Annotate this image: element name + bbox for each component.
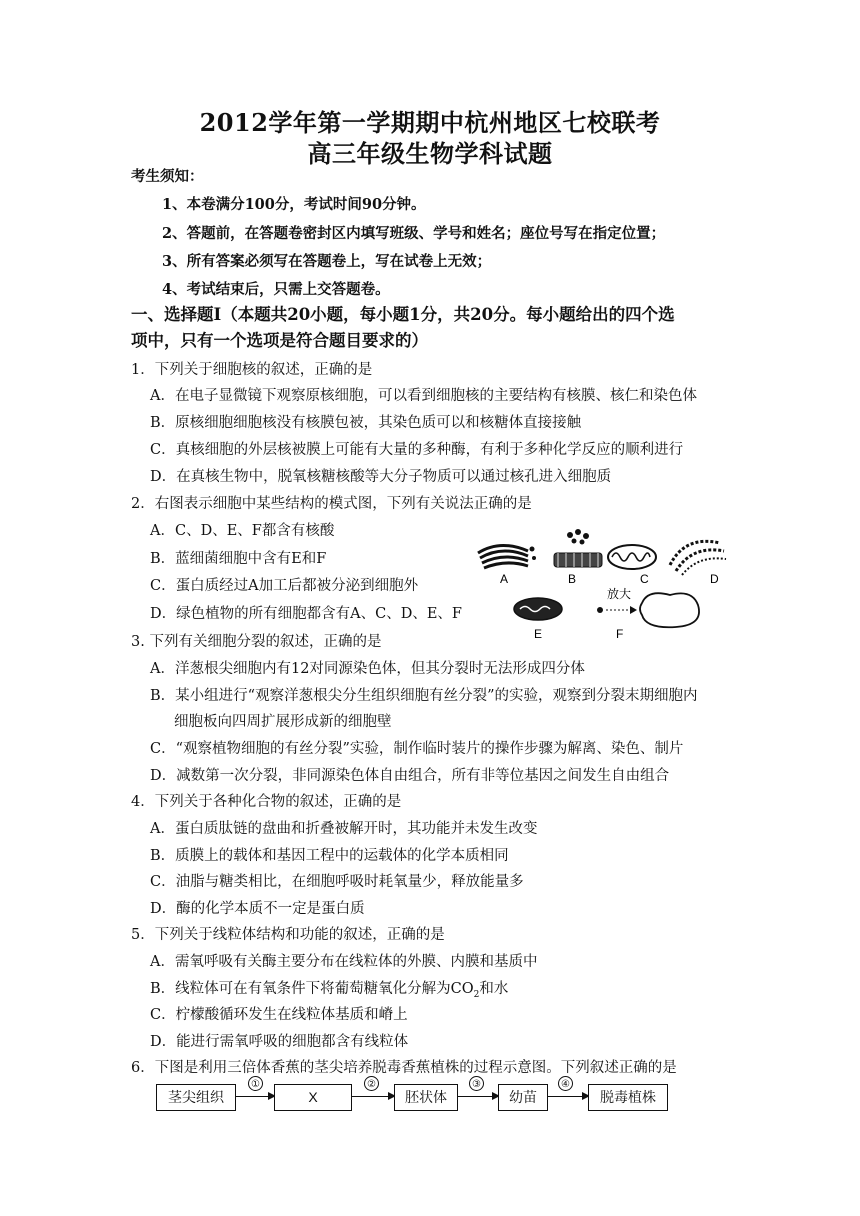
question-option: C．“观察植物细胞的有丝分裂”实验，制作临时装片的操作步骤为解离、染色、制片 [150,741,684,757]
endoplasmic-reticulum-icon [670,541,726,575]
question-option: D．在真核生物中，脱氧核糖核酸等大分子物质可以通过核孔进入细胞质 [150,469,612,485]
question-option: D．绿色植物的所有细胞都含有A、C、D、E、F [150,606,462,622]
flow-arrow [352,1096,394,1097]
figure-label: C [640,572,649,586]
page-title: 2012学年第一学期期中杭州地区七校联考 [199,108,661,137]
question-option: C．油脂与糖类相比，在细胞呼吸时耗氧量少，释放能量多 [150,874,524,890]
figure-label: F [616,627,624,641]
question-option: A．C、D、E、F都含有核酸 [150,523,335,539]
question-option: B．线粒体可在有氧条件下将葡萄糖氧化分解为$CO_2$和水 [150,981,509,1000]
golgi-icon [478,545,536,568]
question-stem: 2．右图表示细胞中某些结构的模式图，下列有关说法正确的是 [131,496,532,512]
question-option: C．蛋白质经过A加工后都被分泌到细胞外 [150,578,419,594]
question-stem: 3. 下列有关细胞分裂的叙述，正确的是 [131,634,382,650]
notice-item: 1、本卷满分100分，考试时间90分钟。 [162,196,426,213]
ribosome-icon [554,529,602,567]
question-option: A．洋葱根尖细胞内有12对同源染色体，但其分裂时无法形成四分体 [150,661,585,677]
flow-step: ① [248,1076,263,1091]
question-option: A．在电子显微镜下观察原核细胞，可以看到细胞核的主要结构有核膜、核仁和染色体 [150,388,697,404]
flow-box: 胚状体 [394,1084,458,1111]
zoom-label: 放大 [607,587,632,601]
flow-arrow [548,1096,588,1097]
flow-arrow [236,1096,274,1097]
question-stem: 5．下列关于线粒体结构和功能的叙述，正确的是 [131,927,445,943]
flow-box: X [274,1084,352,1111]
flow-step: ④ [558,1076,573,1091]
flow-box: 茎尖组织 [156,1084,236,1111]
flow-step: ② [364,1076,379,1091]
mitochondrion-icon [608,545,656,569]
question-option: B．蓝细菌细胞中含有E和F [150,551,327,567]
figure-label: A [500,572,509,586]
question-option-cont: 细胞板向四周扩展形成新的细胞壁 [174,714,392,730]
question-option: A．需氧呼吸有关酶主要分布在线粒体的外膜、内膜和基质中 [150,954,538,970]
figure-label: E [534,627,543,641]
flow-arrow [458,1096,498,1097]
question-option: B．某小组进行“观察洋葱根尖分生组织细胞有丝分裂”的实验，观察到分裂末期细胞内 [150,688,698,704]
section-heading-cont: 项中，只有一个选项是符合题目要求的） [131,331,428,350]
notice-item: 2、答题前，在答题卷密封区内填写班级、学号和姓名；座位号写在指定位置； [162,225,666,242]
question-option: B．质膜上的载体和基因工程中的运载体的化学本质相同 [150,848,509,864]
question-stem: 6．下图是利用三倍体香蕉的茎尖培养脱毒香蕉植株的过程示意图。下列叙述正确的是 [131,1060,677,1076]
figure-label: D [710,572,719,586]
page-subtitle: 高三年级生物学科试题 [307,139,553,168]
flow-box: 脱毒植株 [588,1084,668,1111]
question-option: C．柠檬酸循环发生在线粒体基质和嵴上 [150,1007,408,1023]
question-option: C．真核细胞的外层核被膜上可能有大量的多种酶，有利于多种化学反应的顺利进行 [150,442,684,458]
notice-heading: 考生须知： [131,168,204,185]
figure-label: B [568,572,577,586]
question-stem: 4．下列关于各种化合物的叙述，正确的是 [131,794,402,810]
notice-item: 4、考试结束后，只需上交答题卷。 [162,281,390,298]
organelle-figure [470,525,740,645]
question-option: B．原核细胞细胞核没有核膜包被，其染色质可以和核糖体直接接触 [150,415,582,431]
question-option: D．减数第一次分裂，非同源染色体自由组合，所有非等位基因之间发生自由组合 [150,768,670,784]
question-option: D．能进行需氧呼吸的细胞都含有线粒体 [150,1034,409,1050]
flow-box: 幼苗 [498,1084,548,1111]
notice-item: 3、所有答案必须写在答题卷上，写在试卷上无效； [162,253,492,270]
question-option: D．酶的化学本质不一定是蛋白质 [150,901,365,917]
chloroplast-icon [514,598,562,620]
section-heading: 一、选择题Ⅰ（本题共20小题，每小题1分，共20分。每小题给出的四个选 [131,305,675,324]
flow-step: ③ [469,1076,484,1091]
question-option: A．蛋白质肽链的盘曲和折叠被解开时，其功能并未发生改变 [150,821,538,837]
question-stem: 1．下列关于细胞核的叙述，正确的是 [131,362,373,378]
